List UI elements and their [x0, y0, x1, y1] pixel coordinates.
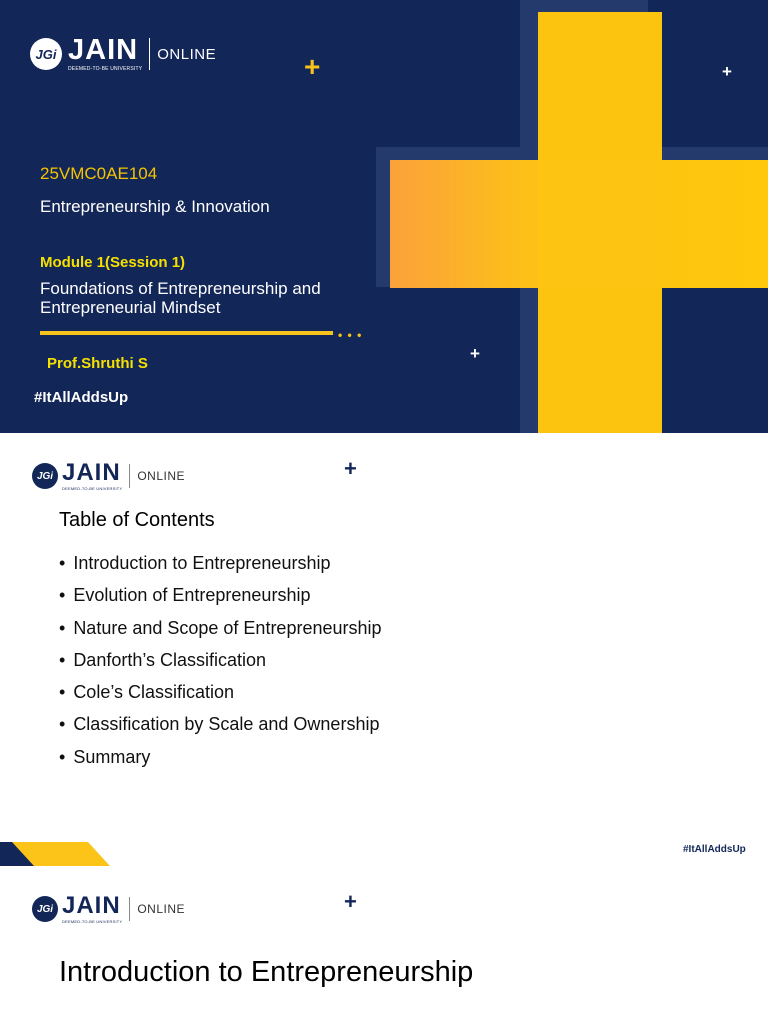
toc-item	[59, 612, 382, 644]
bullet: •	[59, 649, 66, 670]
plus-icon: +	[722, 62, 732, 81]
logo-wordmark: JAIN	[68, 34, 139, 66]
course-name: Entrepreneurship & Innovation	[40, 197, 270, 216]
bullet: •	[59, 585, 66, 606]
toc-item-label: Classification by Scale and Ownership	[73, 714, 380, 735]
title-slide	[0, 0, 768, 433]
logo-tagline: DEEMED-TO-BE UNIVERSITY	[62, 486, 123, 491]
logo-suffix: ONLINE	[137, 902, 185, 916]
bullet: •	[59, 682, 66, 703]
toc-item	[59, 579, 382, 611]
toc-item	[59, 708, 382, 740]
toc-item-label: Summary	[73, 746, 151, 767]
jgi-emblem: JGi	[32, 896, 58, 922]
logo-divider	[129, 464, 130, 488]
logo-suffix: ONLINE	[157, 45, 217, 63]
toc-item-label: Introduction to Entrepreneurship	[73, 553, 331, 573]
jgi-emblem: JGi	[30, 38, 62, 70]
bullet: •	[59, 714, 66, 735]
table-of-contents-slide	[0, 433, 768, 866]
logo-wordmark: JAIN	[62, 459, 121, 486]
logo-suffix: ONLINE	[137, 469, 185, 483]
corner-stripes	[0, 842, 110, 866]
logo-divider	[129, 897, 130, 921]
toc-list	[59, 547, 382, 773]
cross-vertical-overlay	[538, 160, 662, 288]
hashtag: #ItAllAddsUp	[34, 389, 129, 406]
bullet: •	[59, 746, 66, 767]
toc-title: Table of Contents	[59, 509, 215, 531]
topic-line-2: Entrepreneurial Mindset	[40, 298, 221, 317]
toc-item	[59, 676, 382, 708]
jain-online-logo	[32, 461, 185, 491]
toc-item-label: Nature and Scope of Entrepreneurship	[73, 617, 382, 638]
toc-item-label: Danforth’s Classification	[73, 649, 267, 670]
plus-icon: +	[344, 889, 357, 914]
session-topic	[40, 279, 380, 317]
toc-item	[59, 547, 382, 579]
course-code: 25VMC0AE104	[40, 164, 158, 183]
plus-icon: +	[344, 456, 357, 481]
introduction-slide	[0, 866, 768, 1024]
logo-divider	[149, 38, 150, 70]
logo-wordmark: JAIN	[62, 892, 121, 919]
jgi-emblem: JGi	[32, 463, 58, 489]
accent-line	[40, 331, 333, 335]
topic-line-1: Foundations of Entrepreneurship and	[40, 279, 321, 298]
jain-online-logo	[32, 894, 185, 924]
plus-icon: +	[304, 51, 321, 82]
logo-tagline: DEEMED-TO-BE UNIVERSITY	[62, 919, 123, 924]
professor-name: Prof.Shruthi S	[47, 355, 148, 372]
toc-item-label: Evolution of Entrepreneurship	[73, 585, 311, 606]
toc-item	[59, 741, 382, 773]
bullet: •	[59, 617, 66, 638]
accent-dots: • • •	[338, 328, 363, 342]
toc-item	[59, 644, 382, 676]
plus-icon: +	[470, 344, 480, 363]
hashtag: #ItAllAddsUp	[683, 844, 746, 855]
logo-tagline: DEEMED-TO-BE UNIVERSITY	[68, 66, 143, 72]
module-label: Module 1(Session 1)	[40, 254, 186, 271]
bullet: •	[59, 553, 66, 573]
slide-title: Introduction to Entrepreneurship	[59, 956, 474, 988]
toc-item-label: Cole’s Classification	[73, 682, 235, 703]
jain-online-logo	[30, 36, 216, 72]
